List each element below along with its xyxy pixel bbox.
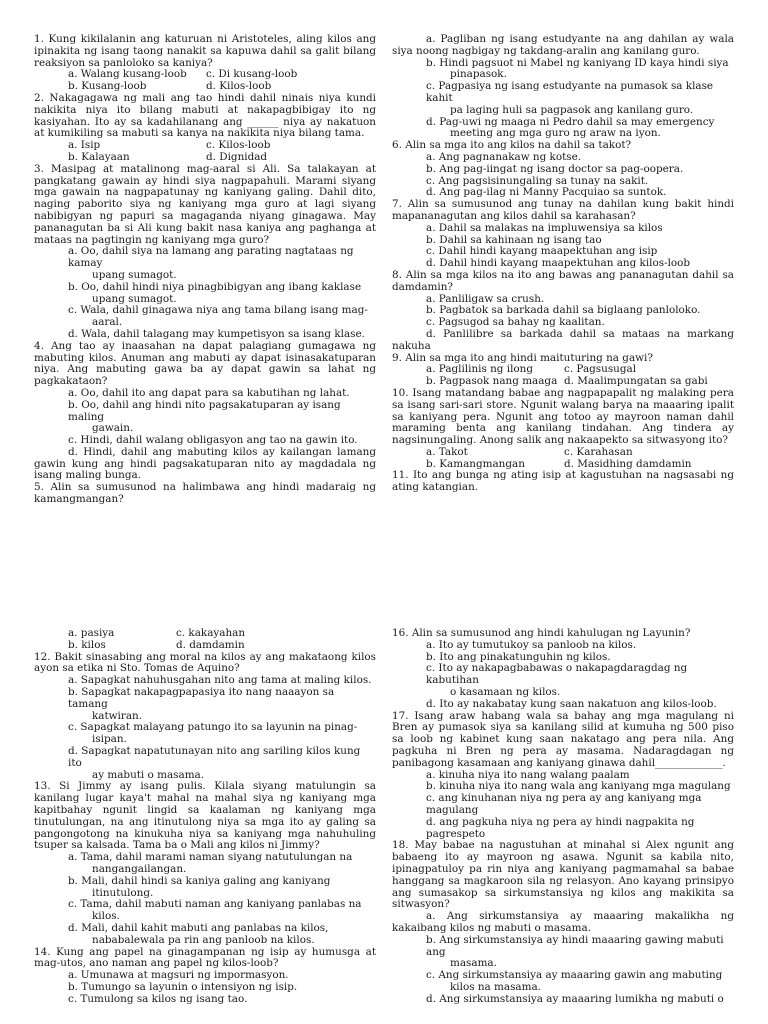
question-3-option-d: d. Wala, dahil talagang may kumpetisyon sa isang klase.	[68, 327, 365, 340]
question-1: 1. Kung kikilalanin ang katuruan ni Aristoteles, aling kilos ang ipinakita ng isang taong nanakit sa kapuwa dahil sa galit bilang reaksiyon sa panloloko sa kaniya?	[34, 33, 376, 69]
question-3: 3. Masipag at matalinong mag-aaral si Ali. Sa talakayan at pangkatang gawain ay hindi siya nagpapahuli. Marami siyang mga gawain na nagpapatunay ng kaniyang galing. Dahil dito, naging paborito siya ng kaniyang mga guro at lagi siyang nabibigyan ng papuri sa magaganda niyang ginagawa. May pananagutan ba si Ali kung bakit nasa kaniya ang paghanga at mataas na pagtingin ng kaniyang mga guro?	[34, 162, 376, 246]
question-7: 7. Alin sa sumusunod ang tunay na dahilan kung bakit hindi mapananagutan ang kilos dahil sa karahasan?	[392, 198, 734, 222]
question-2-options-row-1: a. Isip c. Kilos-loob	[68, 139, 271, 152]
question-16-option-d: d. Ito ay nakabatay kung saan nakatuon ang kilos-loob.	[426, 697, 717, 710]
question-5-option-c-cont: pa laging huli sa pagpasok ang kanilang guro.	[450, 103, 694, 116]
question-9: 9. Alin sa mga ito ang hindi maituturing na gawi?	[392, 351, 653, 364]
question-18: 18. May babae na nagustuhan at minahal si Alex ngunit ang babaeng ito ay mayroon ng asawa. Ngunit sa kabila nito, ipinagpatuloy pa rin niya ang kaniyang pagmamahal sa babae hanggang sa magkaroon sila ng relasyon. Ano kayang prinsipyo ang sumasakop sa sirkumstansiya ng kilos ang makikita sa sitwasyon?	[392, 839, 734, 911]
question-9-options-row-2: b. Pagpasok nang maaga d. Maalimpungatan sa gabi	[426, 375, 708, 388]
question-6-option-a: a. Ang pagnanakaw ng kotse.	[426, 150, 582, 163]
question-12-option-b-cont: katwiran.	[92, 709, 143, 722]
question-3-option-b-cont: upang sumagot.	[92, 292, 177, 305]
question-16: 16. Alin sa sumusunod ang hindi kahulugan ng Layunin?	[392, 627, 691, 639]
question-6-option-c: c. Ang pagsisinungaling sa tunay na sakit.	[426, 174, 649, 187]
question-10-options-row-2: b. Kamangmangan d. Masidhing damdamin	[426, 457, 692, 470]
question-18-option-a: a. Ang sirkumstansiya ay maaaring makalikha ng kakaibang kilos ng mabuti o masama.	[392, 910, 734, 934]
question-5-option-a: a. Pagliban ng isang estudyante na ang dahilan ay wala siya noong nagbigay ng takdang-aralin ang kanilang guro.	[392, 33, 734, 57]
question-14-option-a: a. Umunawa at magsuri ng impormasyon.	[68, 969, 289, 982]
question-14-option-c: c. Tumulong sa kilos ng isang tao.	[68, 992, 248, 1005]
question-6-option-d: d. Ang pag-ilag ni Manny Pacquiao sa suntok.	[426, 186, 667, 199]
question-12-option-d-cont: ay mabuti o masama.	[92, 768, 205, 781]
question-13-option-c: c. Tama, dahil mabuti naman ang kaniyang panlabas na	[68, 898, 362, 911]
question-17-option-b: b. kinuha niya ito nang wala ang kaniyang mga magulang	[426, 780, 731, 793]
question-5-option-b: b. Hindi pagsuot ni Mabel ng kaniyang ID kaya hindi siya	[426, 56, 729, 69]
question-1-options-row-2: b. Kusang-loob d. Kilos-loob	[68, 80, 272, 93]
question-16-option-c: c. Ito ay nakapagbabawas o nakapagdaragdag ng kabutihan	[426, 662, 688, 687]
question-17-option-c-cont: magulang	[426, 803, 479, 816]
question-12-option-c: c. Sapagkat malayang patungo ito sa layunin na pinag-	[68, 721, 358, 734]
question-4-option-b-cont: gawain.	[92, 422, 134, 435]
question-9-options-row-1: a. Paglilinis ng ilong c. Pagsusugal	[426, 363, 637, 376]
question-12-option-a: a. Sapagkat nahuhusgahan nito ang tama at maling kilos.	[68, 674, 372, 687]
question-4-option-d: d. Hindi, dahil ang mabuting kilos ay kailangan lamang gawin kung ang hindi pagsakatuparan nito ay magdadala ng isang maling bunga.	[34, 445, 376, 482]
question-18-option-c-cont: kilos na masama.	[450, 980, 541, 993]
question-7-option-b: b. Dahil sa kahinaan ng isang tao	[426, 233, 602, 246]
question-18-option-b-cont: masama.	[450, 957, 497, 970]
question-4-option-b: b. Oo, dahil ang hindi nito pagsakatuparan ay isang maling	[68, 398, 341, 423]
question-11: 11. Ito ang bunga ng ating isip at kagustuhan na nagsasabi ng ating katangian.	[392, 469, 734, 494]
question-7-option-d: d. Dahil hindi kayang maapektuhan ang kilos-loob	[426, 257, 691, 270]
question-4-option-a: a. Oo, dahil ito ang dapat para sa kabutihan ng lahat.	[68, 386, 350, 399]
question-12-option-d: d. Sapagkat napatutunayan nito ang sariling kilos kung ito	[68, 744, 361, 769]
question-17-option-d-cont: pagrespeto	[426, 827, 486, 840]
question-8-option-c: c. Pagsugod sa bahay ng kaalitan.	[426, 316, 605, 329]
question-17-option-a: a. kinuha niya ito nang walang paalam	[426, 768, 630, 781]
question-2: 2. Nakagagawa ng mali ang tao hindi dahil ninais niya kundi nakikita niya ito bilang mabuti at nakapagbibigay ito ng kasiyahan. Ito ay sa kadahilanang ang ______ niya ay nakatuon at kumikiling sa mabuti sa kanya na nakikita niya bilang tama.	[34, 91, 376, 140]
question-5-option-c: c. Pagpasiya ng isang estudyante na pumasok sa klase kahit	[426, 80, 714, 104]
question-4: 4. Ang tao ay inaasahan na dapat palagiang gumagawa ng mabuting kilos. Anuman ang mabuti ay dapat isinasakatuparan niya. Ang mabuting gawa ba ay dapat gawin sa lahat ng pagkakataon?	[34, 339, 376, 388]
question-16-option-b: b. Ito ang pinakatunguhin ng kilos.	[426, 650, 611, 663]
question-5-option-b-cont: pinapasok.	[450, 68, 507, 81]
question-11-options-row-2: b. kilos d. damdamin	[68, 638, 245, 651]
question-8: 8. Alin sa mga kilos na ito ang bawas ang pananagutan dahil sa damdamin?	[392, 268, 734, 293]
question-18-option-c: c. Ang sirkumstansiya ay maaaring gawin ang mabuting	[426, 969, 723, 982]
top-left-column	[34, 34, 376, 506]
question-2-options-row-2: b. Kalayaan d. Dignidad	[68, 150, 268, 163]
top-right-column	[392, 34, 734, 494]
question-10-options-row-1: a. Takot c. Karahasan	[426, 445, 633, 458]
question-3-option-b: b. Oo, dahil hindi niya pinagbibigyan ang ibang kaklase	[68, 280, 362, 293]
question-12-option-b: b. Sapagkat nakapagpapasiya ito nang naaayon sa tamang	[68, 685, 335, 710]
question-13-option-a: a. Tama, dahil marami naman siyang natutulungan na	[68, 851, 353, 864]
question-6-option-b: b. Ang pag-iingat ng isang doctor sa pag-oopera.	[426, 162, 684, 175]
question-17-option-c: c. ang kinuhanan niya ng pera ay ang kaniyang mga	[426, 792, 702, 805]
question-5-option-d-cont: meeting ang mga guro ng araw na iyon.	[450, 127, 661, 140]
question-10: 10. Isang matandang babae ang nagpapapalit ng malaking pera sa isang sari-sari store. Ngunit walang barya na maaaring ipalit sa kaniyang pera. Ngunit ang totoo ay mayroon naman dahil maraming benta ang kanilang tindahan. Ang tindera ay nagsinungaling. Anong salik ang nakaapekto sa sitwasyong ito?	[392, 386, 734, 447]
question-6: 6. Alin sa mga ito ang kilos na dahil sa takot?	[392, 139, 632, 152]
question-3-option-c: c. Wala, dahil ginagawa niya ang tama bilang isang mag-	[68, 304, 368, 317]
question-13-option-a-cont: nangangailangan.	[92, 862, 187, 875]
question-13-option-d-cont: nababalewala pa rin ang panloob na kilos.	[92, 933, 315, 946]
question-1-options-row-1: a. Walang kusang-loob c. Di kusang-loob	[68, 68, 298, 81]
question-8-option-a: a. Panliligaw sa crush.	[426, 292, 545, 305]
question-13: 13. Si Jimmy ay isang pulis. Kilala siyang matulungin sa kanilang lugar kaya't mahal na mahal siya ng kaniyang mga kapitbahay ngunit lingid sa kaalaman ng kaniyang mga tinutulungan, na ang itinutulong niya sa mga ito ay galing sa pangongotong na kinukuha niya sa kaniyang mga nahuhuling tsuper sa kalsada. Tama ba o Mali ang kilos ni Jimmy?	[34, 780, 376, 852]
question-17: 17. Isang araw habang wala sa bahay ang mga magulang ni Bren ay pumasok siya sa kanilang silid at kumuha ng 500 piso sa loob ng kabinet kung saan nakatago ang pera nila. Ang pagkuha ni Bren ng pera ay masama. Nadaragdagan ng panibagong kasamaan ang kaniyang ginawa dahil_____________.	[392, 709, 734, 769]
question-8-option-d: d. Panlilibre sa barkada dahil sa mataas na markang nakuha	[392, 327, 734, 352]
question-3-option-a: a. Oo, dahil siya na lamang ang parating nagtataas ng kamay	[68, 245, 354, 270]
question-12: 12. Bakit sinasabing ang moral na kilos ay ang makataong kilos ayon sa etika ni Sto. Tomas de Aquino?	[34, 650, 376, 675]
question-13-option-b: b. Mali, dahil hindi sa kaniya galing ang kaniyang	[68, 874, 331, 887]
bottom-left-column	[34, 628, 376, 1006]
question-8-option-b: b. Pagbatok sa barkada dahil sa biglaang panloloko.	[426, 304, 701, 317]
question-16-option-c-cont: o kasamaan ng kilos.	[450, 685, 561, 698]
question-18-option-b: b. Ang sirkumstansiya ay hindi maaaring gawing mabuti ang	[426, 933, 724, 958]
question-12-option-c-cont: isipan.	[92, 733, 127, 746]
question-13-option-c-cont: kilos.	[92, 910, 120, 923]
question-3-option-a-cont: upang sumagot.	[92, 268, 177, 281]
question-11-options-row-1: a. pasiya c. kakayahan	[68, 627, 246, 639]
question-5-option-d: d. Pag-uwi ng maaga ni Pedro dahil sa may emergency	[426, 115, 715, 128]
question-7-option-c: c. Dahil hindi kayang maapektuhan ang isip	[426, 245, 658, 258]
question-18-option-d: d. Ang sirkumstansiya ay maaaring lumikha ng mabuti o	[426, 992, 724, 1005]
question-4-option-c: c. Hindi, dahil walang obligasyon ang tao na gawin ito.	[68, 434, 358, 447]
bottom-right-column	[392, 628, 734, 1006]
question-3-option-c-cont: aaral.	[92, 316, 123, 329]
question-7-option-a: a. Dahil sa malakas na impluwensiya sa kilos	[426, 221, 663, 234]
question-13-option-b-cont: itinutulong.	[92, 886, 154, 899]
question-13-option-d: d. Mali, dahil kahit mabuti ang panlabas na kilos,	[68, 921, 329, 934]
question-14: 14. Kung ang papel na ginagampanan ng isip ay humusga at mag-utos, ano naman ang papel ng kilos-loob?	[34, 945, 376, 970]
question-14-option-b: b. Tumungo sa layunin o intensiyon ng isip.	[68, 980, 298, 993]
question-16-option-a: a. Ito ay tumutukoy sa panloob na kilos.	[426, 638, 637, 651]
question-17-option-d: d. ang pagkuha niya ng pera ay hindi nagpakita ng	[426, 815, 695, 828]
question-5: 5. Alin sa sumusunod na halimbawa ang hindi madaraig ng kamangmangan?	[34, 481, 376, 506]
